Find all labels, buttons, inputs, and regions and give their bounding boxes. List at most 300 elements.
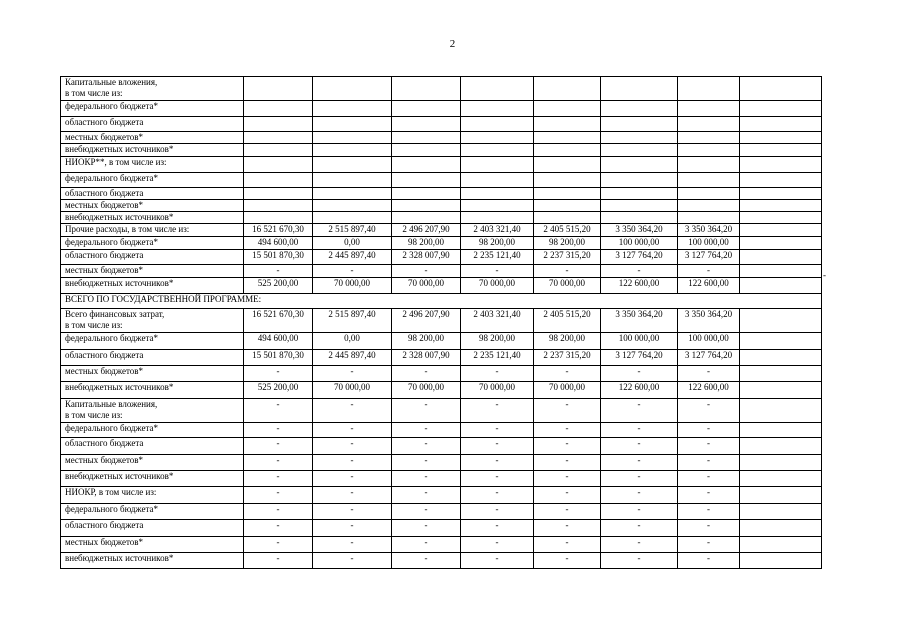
row-label — [61, 399, 244, 423]
value-cell: 98 200,00 — [461, 333, 534, 350]
value-cell — [601, 188, 678, 200]
value-cell — [313, 173, 392, 188]
value-cell — [461, 212, 534, 224]
table-row — [61, 117, 822, 132]
row-label-line: Капитальные вложения, — [65, 77, 158, 87]
row-label — [61, 455, 244, 471]
value-cell: 3 127 764,20 — [601, 250, 678, 265]
value-cell: 2 515 897,40 — [313, 224, 392, 237]
value-cell: 100 000,00 — [678, 333, 740, 350]
row-label — [61, 77, 244, 101]
value-cell — [392, 212, 461, 224]
value-cell: - — [678, 471, 740, 487]
value-cell: - — [392, 504, 461, 520]
value-cell: - — [601, 366, 678, 382]
margin-dash: - — [823, 270, 826, 280]
table-row — [61, 212, 822, 224]
value-cell — [534, 77, 601, 101]
value-cell: - — [461, 438, 534, 455]
value-cell: - — [534, 553, 601, 569]
value-cell: 494 600,00 — [244, 237, 313, 250]
row-label-line: местных бюджетов* — [65, 200, 144, 210]
value-cell — [678, 117, 740, 132]
table-row — [61, 487, 822, 504]
value-cell — [313, 200, 392, 212]
row-label-line: областного бюджета — [65, 188, 144, 198]
value-cell: - — [392, 520, 461, 537]
table-row — [61, 504, 822, 520]
value-cell: - — [601, 537, 678, 553]
value-cell: 70 000,00 — [313, 278, 392, 294]
value-cell — [740, 399, 822, 423]
value-cell: - — [244, 455, 313, 471]
value-cell — [244, 77, 313, 101]
value-cell: - — [678, 438, 740, 455]
value-cell: - — [678, 504, 740, 520]
value-cell — [461, 200, 534, 212]
value-cell — [313, 77, 392, 101]
row-label-line: местных бюджетов* — [65, 132, 144, 142]
value-cell — [740, 265, 822, 278]
value-cell — [461, 144, 534, 157]
value-cell — [244, 157, 313, 173]
table-row — [61, 471, 822, 487]
value-cell — [534, 200, 601, 212]
row-label-line: Всего финансовых затрат, — [65, 309, 165, 319]
value-cell — [678, 144, 740, 157]
row-label-line: в том числе из: — [65, 320, 123, 330]
value-cell: - — [601, 471, 678, 487]
value-cell: 2 496 207,90 — [392, 224, 461, 237]
value-cell: 525 200,00 — [244, 382, 313, 399]
value-cell — [678, 132, 740, 144]
value-cell — [740, 520, 822, 537]
value-cell: - — [534, 399, 601, 423]
value-cell — [244, 101, 313, 117]
row-label — [61, 157, 244, 173]
row-label-line: внебюджетных источников* — [65, 278, 174, 288]
table-row — [61, 77, 822, 101]
value-cell: - — [313, 265, 392, 278]
value-cell — [678, 212, 740, 224]
row-label — [61, 132, 244, 144]
value-cell — [601, 117, 678, 132]
value-cell — [601, 101, 678, 117]
row-label — [61, 309, 244, 333]
value-cell: 98 200,00 — [461, 237, 534, 250]
value-cell: - — [461, 553, 534, 569]
value-cell — [740, 77, 822, 101]
value-cell: 2 445 897,40 — [313, 350, 392, 366]
row-label-line: областного бюджета — [65, 350, 144, 360]
value-cell: - — [534, 537, 601, 553]
value-cell: 2 235 121,40 — [461, 250, 534, 265]
table-row — [61, 553, 822, 569]
value-cell — [740, 157, 822, 173]
table-row — [61, 366, 822, 382]
row-label — [61, 537, 244, 553]
value-cell: - — [313, 455, 392, 471]
value-cell — [461, 77, 534, 101]
table-row — [61, 132, 822, 144]
budget-table — [60, 76, 822, 569]
row-label — [61, 423, 244, 438]
value-cell — [392, 101, 461, 117]
value-cell: 2 445 897,40 — [313, 250, 392, 265]
value-cell: 122 600,00 — [601, 382, 678, 399]
value-cell: - — [601, 504, 678, 520]
value-cell: - — [534, 366, 601, 382]
value-cell: 70 000,00 — [461, 278, 534, 294]
value-cell — [740, 350, 822, 366]
value-cell: 3 127 764,20 — [678, 250, 740, 265]
value-cell: 2 235 121,40 — [461, 350, 534, 366]
value-cell: - — [244, 537, 313, 553]
value-cell — [313, 101, 392, 117]
value-cell — [678, 77, 740, 101]
value-cell: - — [534, 504, 601, 520]
value-cell — [740, 237, 822, 250]
value-cell: - — [534, 520, 601, 537]
value-cell: - — [461, 487, 534, 504]
table-row — [61, 157, 822, 173]
row-label-line: внебюджетных источников* — [65, 144, 174, 154]
value-cell — [740, 366, 822, 382]
row-label — [61, 250, 244, 265]
value-cell — [601, 212, 678, 224]
value-cell: 100 000,00 — [678, 237, 740, 250]
value-cell: - — [244, 520, 313, 537]
value-cell — [461, 173, 534, 188]
value-cell — [244, 173, 313, 188]
value-cell — [740, 382, 822, 399]
value-cell — [461, 157, 534, 173]
value-cell: 70 000,00 — [461, 382, 534, 399]
row-label-line: НИОКР, в том числе из: — [65, 487, 157, 497]
value-cell: - — [678, 537, 740, 553]
value-cell — [740, 224, 822, 237]
row-label-line: федерального бюджета* — [65, 504, 159, 514]
value-cell — [601, 77, 678, 101]
table-row — [61, 537, 822, 553]
row-label — [61, 237, 244, 250]
value-cell: - — [678, 399, 740, 423]
table-row — [61, 237, 822, 250]
value-cell: 122 600,00 — [678, 278, 740, 294]
row-label — [61, 553, 244, 569]
value-cell: - — [601, 487, 678, 504]
row-label-line: федерального бюджета* — [65, 423, 159, 433]
value-cell — [601, 132, 678, 144]
value-cell: - — [461, 399, 534, 423]
value-cell: - — [601, 455, 678, 471]
row-label — [61, 212, 244, 224]
value-cell — [601, 200, 678, 212]
value-cell: 2 405 515,20 — [534, 309, 601, 333]
row-label-line: в том числе из: — [65, 410, 123, 420]
value-cell: - — [392, 553, 461, 569]
value-cell — [740, 188, 822, 200]
value-cell — [392, 173, 461, 188]
value-cell — [534, 101, 601, 117]
value-cell: - — [244, 553, 313, 569]
value-cell — [740, 487, 822, 504]
row-label-line: областного бюджета — [65, 250, 144, 260]
value-cell: - — [244, 504, 313, 520]
table-row — [61, 101, 822, 117]
value-cell: 98 200,00 — [534, 333, 601, 350]
value-cell: 122 600,00 — [678, 382, 740, 399]
value-cell — [740, 278, 822, 294]
value-cell — [244, 117, 313, 132]
table-row — [61, 350, 822, 366]
value-cell — [740, 101, 822, 117]
value-cell — [392, 144, 461, 157]
value-cell: - — [601, 438, 678, 455]
row-label-line: НИОКР**, в том числе из: — [65, 157, 167, 167]
value-cell — [740, 144, 822, 157]
value-cell — [313, 157, 392, 173]
value-cell — [740, 250, 822, 265]
value-cell: 2 405 515,20 — [534, 224, 601, 237]
value-cell: - — [244, 423, 313, 438]
value-cell — [678, 200, 740, 212]
value-cell — [601, 157, 678, 173]
value-cell — [601, 144, 678, 157]
value-cell: 98 200,00 — [534, 237, 601, 250]
value-cell: - — [678, 455, 740, 471]
table-row — [61, 382, 822, 399]
value-cell — [678, 173, 740, 188]
value-cell — [740, 438, 822, 455]
value-cell — [534, 132, 601, 144]
value-cell: 70 000,00 — [534, 278, 601, 294]
row-label-line: областного бюджета — [65, 117, 144, 127]
value-cell: - — [392, 471, 461, 487]
table-row — [61, 173, 822, 188]
row-label-line: Прочие расходы, в том числе из: — [65, 224, 190, 234]
value-cell: 2 328 007,90 — [392, 350, 461, 366]
row-label-line: местных бюджетов* — [65, 537, 144, 547]
row-label — [61, 101, 244, 117]
value-cell — [313, 144, 392, 157]
value-cell — [392, 200, 461, 212]
row-label — [61, 173, 244, 188]
row-label — [61, 366, 244, 382]
value-cell — [740, 504, 822, 520]
value-cell — [392, 132, 461, 144]
value-cell: - — [392, 537, 461, 553]
row-label — [61, 438, 244, 455]
value-cell — [740, 423, 822, 438]
row-label-line: местных бюджетов* — [65, 265, 144, 275]
row-label — [61, 382, 244, 399]
value-cell: - — [601, 423, 678, 438]
value-cell: - — [392, 438, 461, 455]
value-cell: - — [313, 438, 392, 455]
value-cell: - — [534, 438, 601, 455]
row-label-line: федерального бюджета* — [65, 101, 159, 111]
value-cell — [244, 212, 313, 224]
table-body — [61, 77, 822, 569]
value-cell: - — [313, 471, 392, 487]
value-cell: 70 000,00 — [534, 382, 601, 399]
row-label-line: внебюджетных источников* — [65, 553, 174, 563]
row-label — [61, 350, 244, 366]
value-cell — [392, 157, 461, 173]
value-cell — [740, 553, 822, 569]
row-label — [61, 471, 244, 487]
row-label-line: областного бюджета — [65, 438, 144, 448]
value-cell — [244, 132, 313, 144]
value-cell: - — [678, 487, 740, 504]
value-cell: - — [534, 423, 601, 438]
value-cell: - — [244, 366, 313, 382]
value-cell: 2 403 321,40 — [461, 309, 534, 333]
value-cell — [244, 200, 313, 212]
row-label-line: внебюджетных источников* — [65, 471, 174, 481]
value-cell: - — [678, 423, 740, 438]
table-row — [61, 455, 822, 471]
value-cell: 3 350 364,20 — [678, 224, 740, 237]
table-row — [61, 250, 822, 265]
value-cell: 16 521 670,30 — [244, 224, 313, 237]
value-cell: - — [678, 265, 740, 278]
value-cell: - — [392, 399, 461, 423]
value-cell — [740, 455, 822, 471]
value-cell: - — [601, 553, 678, 569]
value-cell: 2 237 315,20 — [534, 250, 601, 265]
value-cell: - — [678, 366, 740, 382]
value-cell: - — [244, 265, 313, 278]
value-cell: - — [392, 423, 461, 438]
value-cell — [678, 188, 740, 200]
row-label-line: федерального бюджета* — [65, 333, 159, 343]
value-cell: 98 200,00 — [392, 333, 461, 350]
value-cell: - — [534, 455, 601, 471]
table-row — [61, 144, 822, 157]
value-cell: - — [601, 265, 678, 278]
table-row — [61, 309, 822, 333]
table-row — [61, 438, 822, 455]
value-cell: - — [392, 265, 461, 278]
table-row — [61, 294, 822, 309]
value-cell — [313, 212, 392, 224]
value-cell: 2 403 321,40 — [461, 224, 534, 237]
value-cell: - — [461, 265, 534, 278]
value-cell — [740, 309, 822, 333]
table-row — [61, 188, 822, 200]
value-cell — [678, 101, 740, 117]
value-cell: - — [461, 471, 534, 487]
value-cell — [313, 188, 392, 200]
value-cell: - — [244, 471, 313, 487]
value-cell: 122 600,00 — [601, 278, 678, 294]
value-cell: 15 501 870,30 — [244, 350, 313, 366]
value-cell — [461, 132, 534, 144]
value-cell: 100 000,00 — [601, 333, 678, 350]
value-cell — [244, 144, 313, 157]
value-cell: 16 521 670,30 — [244, 309, 313, 333]
row-label-line: Капитальные вложения, — [65, 399, 158, 409]
value-cell: 3 350 364,20 — [678, 309, 740, 333]
value-cell: 98 200,00 — [392, 237, 461, 250]
value-cell — [740, 333, 822, 350]
value-cell: - — [461, 537, 534, 553]
value-cell: - — [392, 366, 461, 382]
table-row — [61, 399, 822, 423]
value-cell — [678, 157, 740, 173]
value-cell: 0,00 — [313, 333, 392, 350]
section-heading: ВСЕГО ПО ГОСУДАРСТВЕННОЙ ПРОГРАММЕ: — [61, 294, 822, 309]
value-cell: - — [244, 438, 313, 455]
value-cell: - — [534, 471, 601, 487]
row-label-line: местных бюджетов* — [65, 366, 144, 376]
value-cell: 70 000,00 — [392, 382, 461, 399]
value-cell — [534, 188, 601, 200]
table-row — [61, 200, 822, 212]
row-label — [61, 144, 244, 157]
value-cell: - — [392, 487, 461, 504]
value-cell: 3 127 764,20 — [601, 350, 678, 366]
value-cell: 70 000,00 — [313, 382, 392, 399]
value-cell: - — [678, 553, 740, 569]
row-label — [61, 333, 244, 350]
value-cell — [244, 188, 313, 200]
value-cell — [740, 117, 822, 132]
value-cell: - — [678, 520, 740, 537]
value-cell: 100 000,00 — [601, 237, 678, 250]
value-cell — [534, 212, 601, 224]
row-label — [61, 188, 244, 200]
value-cell: - — [313, 423, 392, 438]
page-number: 2 — [449, 38, 456, 50]
table-row — [61, 333, 822, 350]
value-cell — [461, 117, 534, 132]
value-cell: 3 127 764,20 — [678, 350, 740, 366]
table-row — [61, 224, 822, 237]
value-cell: - — [461, 366, 534, 382]
value-cell: 15 501 870,30 — [244, 250, 313, 265]
value-cell — [740, 200, 822, 212]
value-cell — [313, 117, 392, 132]
value-cell — [601, 173, 678, 188]
row-label — [61, 504, 244, 520]
value-cell — [740, 471, 822, 487]
row-label-line: местных бюджетов* — [65, 455, 144, 465]
value-cell: - — [601, 520, 678, 537]
value-cell: - — [601, 399, 678, 423]
value-cell: - — [313, 553, 392, 569]
value-cell — [392, 117, 461, 132]
value-cell: - — [461, 504, 534, 520]
value-cell: - — [461, 423, 534, 438]
value-cell — [392, 77, 461, 101]
row-label-line: в том числе из: — [65, 88, 123, 98]
value-cell: - — [461, 520, 534, 537]
row-label-line: федерального бюджета* — [65, 237, 159, 247]
row-label — [61, 520, 244, 537]
value-cell: 525 200,00 — [244, 278, 313, 294]
value-cell: - — [244, 399, 313, 423]
value-cell: - — [244, 487, 313, 504]
table-row — [61, 265, 822, 278]
value-cell: - — [461, 455, 534, 471]
value-cell — [534, 144, 601, 157]
value-cell: 2 237 315,20 — [534, 350, 601, 366]
value-cell — [740, 173, 822, 188]
value-cell: 3 350 364,20 — [601, 224, 678, 237]
